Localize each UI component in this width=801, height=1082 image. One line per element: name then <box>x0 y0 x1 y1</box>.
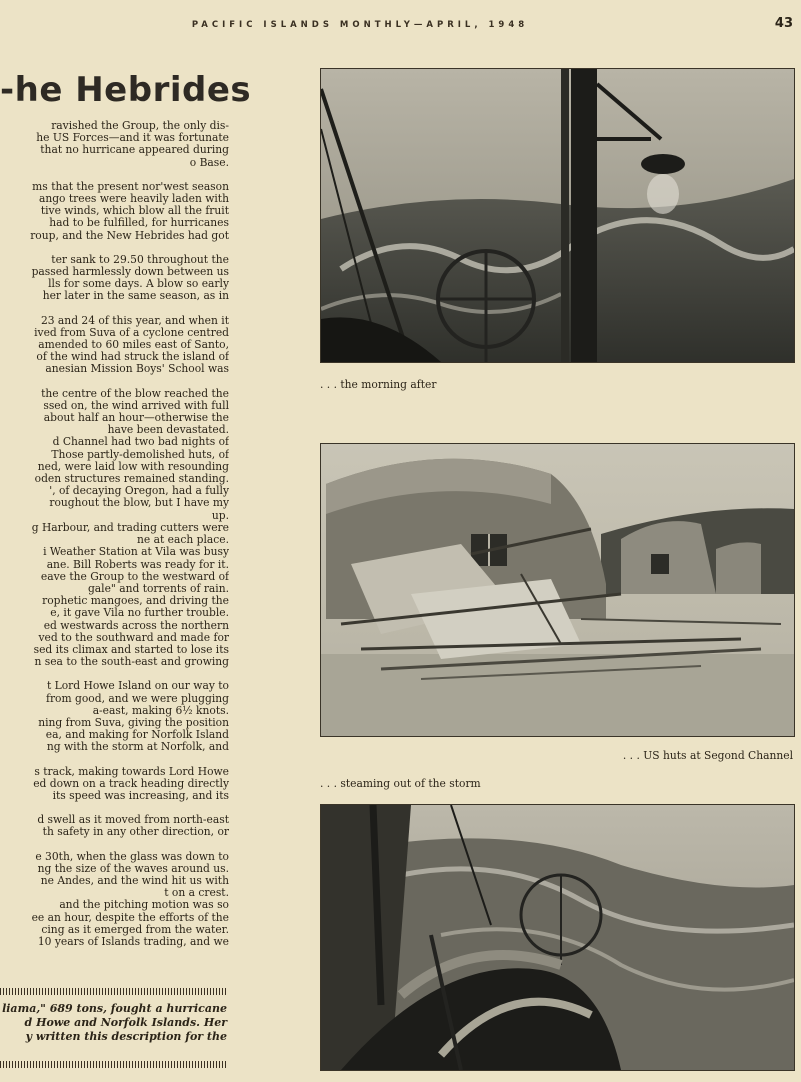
body-line: that no hurricane appeared during <box>40 144 229 157</box>
body-line: ning from Suva, giving the position <box>38 716 229 729</box>
body-paragraph <box>0 254 229 303</box>
body-line: ea, and making for Norfolk Island <box>45 729 229 742</box>
note-line: d Howe and Norfolk Islands. Her <box>24 1016 227 1029</box>
body-line: and the pitching motion was so <box>59 899 229 912</box>
body-line: ne at each place. <box>137 534 229 547</box>
body-line: g Harbour, and trading cutters were <box>31 521 229 534</box>
body-line: 10 years of Islands trading, and we <box>37 935 229 948</box>
body-line: n sea to the south-east and growing <box>34 656 229 669</box>
photo-storm-steaming <box>320 804 795 1071</box>
body-line: i Weather Station at Vila was busy <box>43 546 229 559</box>
photo-caption: . . . the morning after <box>320 378 437 391</box>
body-line: o Base. <box>189 156 229 169</box>
body-line: th safety in any other direction, or <box>42 826 229 839</box>
body-paragraph <box>0 120 229 169</box>
body-paragraph <box>0 315 229 376</box>
photo-caption: . . . US huts at Segond Channel <box>622 749 793 762</box>
body-line: ', of decaying Oregon, had a fully <box>49 485 229 498</box>
body-line: roup, and the New Hebrides had got <box>30 229 229 242</box>
body-line: ango trees were heavily laden with <box>38 193 229 206</box>
body-line: ed westwards across the northern <box>43 619 229 632</box>
author-note <box>0 1002 227 1044</box>
body-line: ng the size of the waves around us. <box>37 862 229 875</box>
article-title: -he Hebrides <box>0 70 252 110</box>
body-line: ee an hour, despite the efforts of the <box>31 911 229 924</box>
body-line: eave the Group to the westward of <box>40 570 229 583</box>
body-line: ved to the southward and made for <box>38 631 229 644</box>
body-line: he US Forces—and it was fortunate <box>36 132 229 145</box>
body-line: s track, making towards Lord Howe <box>34 765 229 778</box>
photo-caption: . . . steaming out of the storm <box>320 777 481 790</box>
body-line: tive winds, which blow all the fruit <box>40 205 229 218</box>
body-line: ter sank to 29.50 throughout the <box>51 253 229 266</box>
body-line: passed harmlessly down between us <box>31 266 229 279</box>
body-line: ng with the storm at Norfolk, and <box>46 741 229 754</box>
article-body <box>0 120 229 982</box>
body-line: had to be fulfilled, for hurricanes <box>49 217 229 230</box>
body-line: ravished the Group, the only dis- <box>51 120 229 132</box>
body-line: 23 and 24 of this year, and when it <box>40 314 229 327</box>
body-line: ned, were laid low with resounding <box>37 460 229 473</box>
body-line: e 30th, when the glass was down to <box>35 850 229 863</box>
body-line: about half an hour—otherwise the <box>43 412 229 425</box>
body-line: anesian Mission Boys' School was <box>45 363 229 376</box>
body-line: oden structures remained standing. <box>34 473 229 486</box>
body-paragraph <box>0 680 229 753</box>
page-number: 43 <box>774 16 793 31</box>
note-line: liama," 689 tons, fought a hurricane <box>2 1002 227 1015</box>
body-line: amended to 60 miles east of Santo, <box>38 339 229 352</box>
body-line: t Lord Howe Island on our way to <box>46 680 229 693</box>
body-line: d Channel had two bad nights of <box>52 436 229 449</box>
divider-rule <box>0 1061 228 1068</box>
body-line: rophetic mangoes, and driving the <box>42 595 229 608</box>
note-line: y written this description for the <box>25 1030 227 1043</box>
body-line: ssed on, the wind arrived with full <box>43 399 229 412</box>
body-paragraph <box>0 388 229 669</box>
body-line: d swell as it moved from north-east <box>37 814 229 827</box>
body-paragraph <box>0 181 229 242</box>
body-line: ms that the present nor'west season <box>32 180 229 193</box>
body-line: e, it gave Vila no further trouble. <box>50 607 229 620</box>
body-line: ived from Suva of a cyclone centred <box>34 326 229 339</box>
body-line: her later in the same season, as in <box>42 290 229 303</box>
body-line: of the wind had struck the island of <box>36 351 229 364</box>
body-line: a-east, making 6½ knots. <box>92 704 229 717</box>
photo-morning-after <box>320 68 795 363</box>
body-line: lls for some days. A blow so early <box>48 278 229 291</box>
photo-us-huts <box>320 443 795 737</box>
body-paragraph <box>0 851 229 949</box>
body-line: have been devastated. <box>107 424 229 437</box>
body-line: its speed was increasing, and its <box>52 789 229 802</box>
body-paragraph <box>0 766 229 803</box>
body-line: roughout the blow, but I have my <box>49 497 229 510</box>
divider-rule <box>0 988 228 995</box>
body-line: t on a crest. <box>164 887 229 900</box>
body-line: sed its climax and started to lose its <box>33 643 229 656</box>
body-line: ne Andes, and the wind hit us with <box>40 874 229 887</box>
body-line: cing as it emerged from the water. <box>41 923 229 936</box>
body-line: from good, and we were plugging <box>45 692 229 705</box>
body-line: Those partly-demolished huts, of <box>51 448 229 461</box>
body-line: gale" and torrents of rain. <box>87 582 229 595</box>
body-line: ed down on a track heading directly <box>33 777 229 790</box>
body-line: the centre of the blow reached the <box>41 387 229 400</box>
body-line: up. <box>211 509 229 522</box>
running-head: PACIFIC ISLANDS MONTHLY—APRIL, 1948 <box>191 20 529 30</box>
body-paragraph <box>0 814 229 838</box>
body-line: ane. Bill Roberts was ready for it. <box>46 558 229 571</box>
